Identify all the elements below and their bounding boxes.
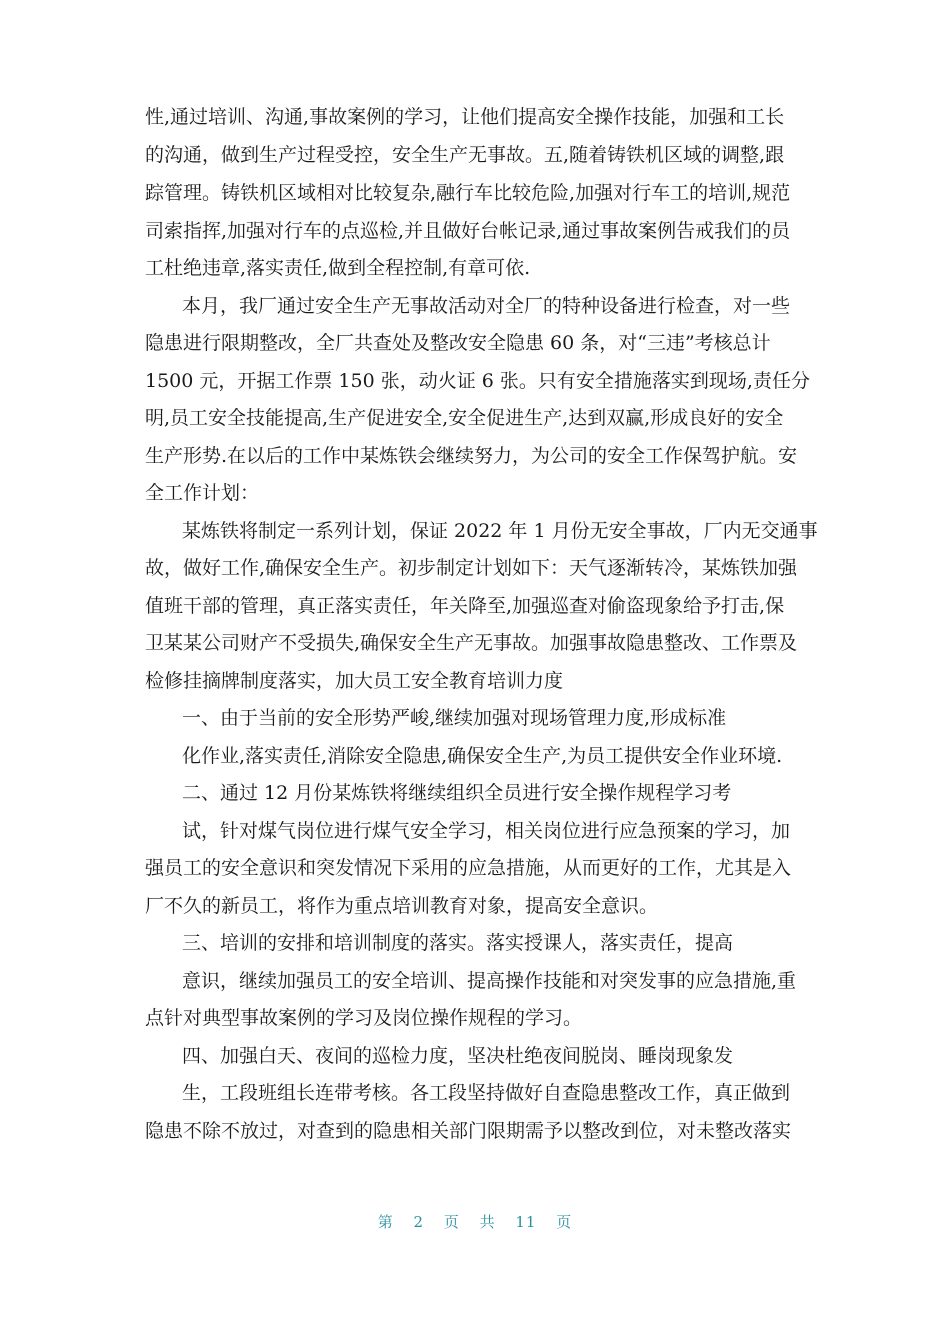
paragraph-first-line: 某炼铁将制定一系列计划，保证 2022 年 1 月份无安全事故，厂内无交通事 xyxy=(182,520,818,542)
text-line: 的沟通，做到生产过程受控，安全生产无事故。五,随着铸铁机区域的调整,跟 xyxy=(145,144,785,166)
list-item-continuation: 试，针对煤气岗位进行煤气安全学习，相关岗位进行应急预案的学习，加 xyxy=(182,820,791,842)
text-line: 工杜绝违章,落实责任,做到全程控制,有章可依. xyxy=(145,257,531,279)
text-line: 隐患不除不放过，对查到的隐患相关部门限期需予以整改到位，对未整改落实 xyxy=(145,1120,792,1142)
page-number-footer: 第 2 页 共 11 页 xyxy=(377,1213,573,1231)
text-line: 性,通过培训、沟通,事故案例的学习，让他们提高安全操作技能，加强和工长 xyxy=(145,106,785,128)
text-line: 强员工的安全意识和突发情况下采用的应急措施，从而更好的工作，尤其是入 xyxy=(145,857,792,879)
text-line: 点针对典型事故案例的学习及岗位操作规程的学习。 xyxy=(145,1007,583,1029)
list-item-continuation: 生，工段班组长连带考核。各工段坚持做好自查隐患整改工作，真正做到 xyxy=(182,1082,791,1104)
list-item-heading: 二、通过 12 月份某炼铁将继续组织全员进行安全操作规程学习考 xyxy=(182,782,732,804)
text-line: 明,员工安全技能提高,生产促进安全,安全促进生产,达到双赢,形成良好的安全 xyxy=(145,407,784,429)
text-line: 卫某某公司财产不受损失,确保安全生产无事故。加强事故隐患整改、工作票及 xyxy=(145,632,798,654)
text-line: 全工作计划： xyxy=(145,482,260,504)
list-item-heading: 一、由于当前的安全形势严峻,继续加强对现场管理力度,形成标准 xyxy=(182,707,727,729)
text-line: 检修挂摘牌制度落实，加大员工安全教育培训力度 xyxy=(145,670,564,692)
text-line: 厂不久的新员工，将作为重点培训教育对象，提高安全意识。 xyxy=(145,895,659,917)
text-line: 隐患进行限期整改，全厂共查处及整改安全隐患 60 条，对“三违”考核总计 xyxy=(145,332,771,354)
list-item-heading: 四、加强白天、夜间的巡检力度，坚决杜绝夜间脱岗、睡岗现象发 xyxy=(182,1045,734,1067)
text-line: 踪管理。铸铁机区域相对比较复杂,融行车比较危险,加强对行车工的培训,规范 xyxy=(145,182,791,204)
list-item-heading: 三、培训的安排和培训制度的落实。落实授课人，落实责任，提高 xyxy=(182,932,734,954)
text-line: 司索指挥,加强对行车的点巡检,并且做好台帐记录,通过事故案例告戒我们的员 xyxy=(145,220,791,242)
text-line: 值班干部的管理，真正落实责任，年关降至,加强巡查对偷盗现象给予打击,保 xyxy=(145,595,785,617)
text-line: 1500 元，开据工作票 150 张，动火证 6 张。只有安全措施落实到现场,责任分 xyxy=(145,370,810,392)
paragraph-first-line: 本月，我厂通过安全生产无事故活动对全厂的特种设备进行检查，对一些 xyxy=(182,295,791,317)
text-line: 生产形势.在以后的工作中某炼铁会继续努力，为公司的安全工作保驾护航。安 xyxy=(145,445,798,467)
list-item-continuation: 化作业,落实责任,消除安全隐患,确保安全生产,为员工提供安全作业环境. xyxy=(182,745,783,767)
text-line: 故，做好工作,确保安全生产。初步制定计划如下：天气逐渐转冷，某炼铁加强 xyxy=(145,557,798,579)
list-item-continuation: 意识，继续加强员工的安全培训、提高操作技能和对突发事的应急措施,重 xyxy=(182,970,797,992)
